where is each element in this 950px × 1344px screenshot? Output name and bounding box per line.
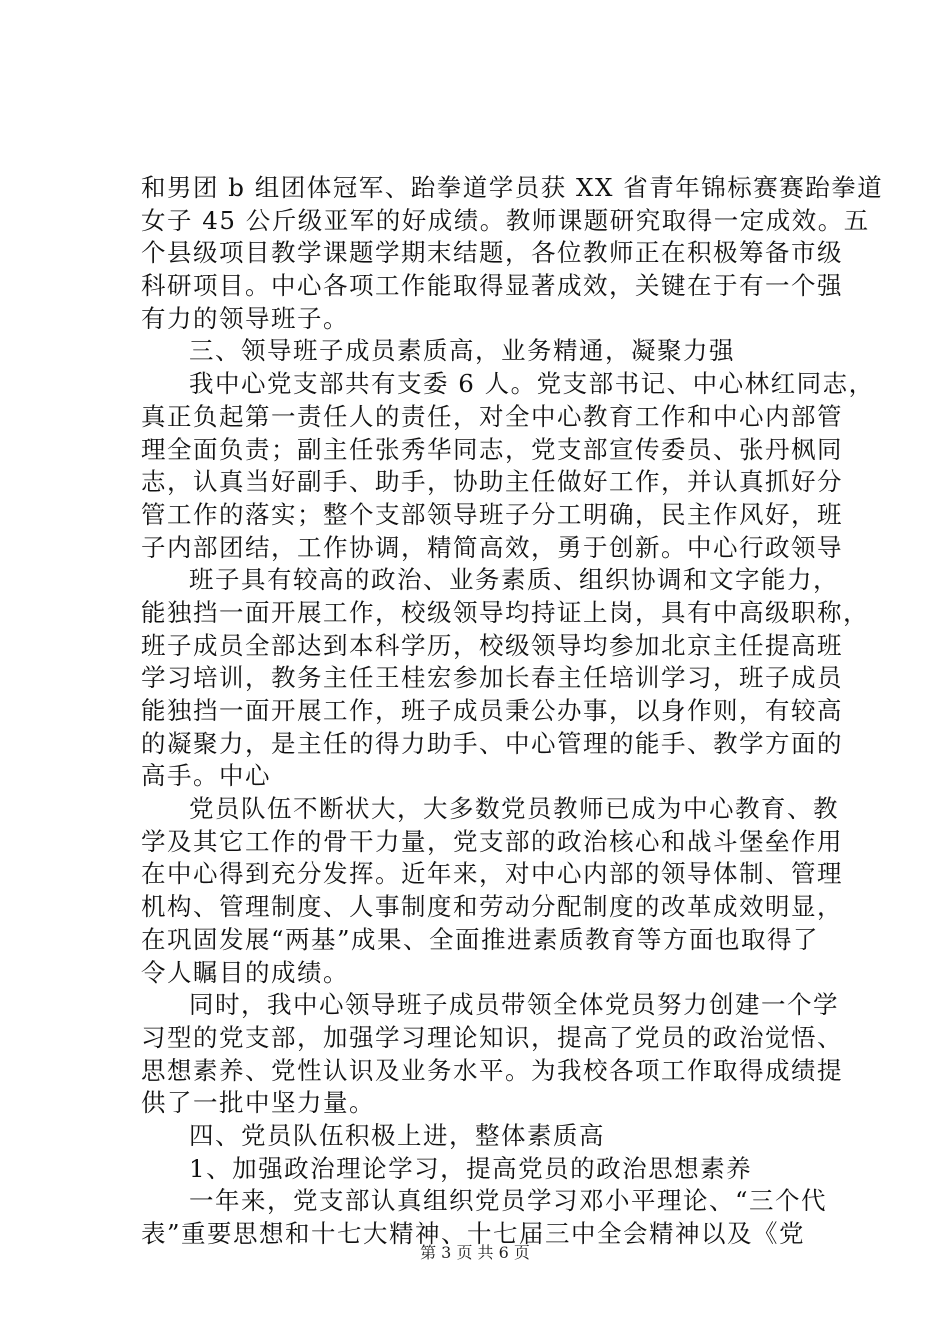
text-line: 习型的党支部，加强学习理论知识，提高了党员的政治觉悟、 xyxy=(141,1022,843,1052)
text-line: 的凝聚力，是主任的得力助手、中心管理的能手、教学方面的 xyxy=(141,728,843,758)
document-body xyxy=(141,172,884,1251)
text-line: 党员队伍不断状大，大多数党员教师已成为中心教育、教 xyxy=(189,794,839,824)
text-line: 志，认真当好副手、助手，协助主任做好工作，并认真抓好分 xyxy=(141,467,843,497)
text-line: 学及其它工作的骨干力量，党支部的政治核心和战斗堡垒作用 xyxy=(141,826,843,856)
text-line: 能独挡一面开展工作，班子成员秉公办事，以身作则，有较高 xyxy=(141,696,843,725)
text-line: 有力的领导班子。 xyxy=(141,303,349,333)
text-line: 科研项目。中心各项工作能取得显著成效，关键在于有一个强 xyxy=(141,271,843,301)
text-line: 在巩固发展“两基”成果、全面推进素质教育等方面也取得了 xyxy=(141,924,820,954)
page-footer: 第 3 页 共 6 页 xyxy=(420,1243,530,1262)
text-line: 机构、管理制度、人事制度和劳动分配制度的改革成效明显， xyxy=(141,892,843,922)
text-line: 子内部团结，工作协调，精简高效，勇于创新。中心行政领导 xyxy=(141,532,843,562)
text-line: 思想素养、党性认识及业务水平。为我校各项工作取得成绩提 xyxy=(141,1055,843,1085)
text-line: 我中心党支部共有支委 6 人。党支部书记、中心林红同志， xyxy=(189,369,875,399)
text-line: 和男团 b 组团体冠军、跆拳道学员获 XX 省青年锦标赛赛跆拳道 xyxy=(141,173,884,202)
text-line: 表”重要思想和十七大精神、十七届三中全会精神以及《党 xyxy=(141,1219,806,1248)
text-line: 令人瞩目的成绩。 xyxy=(141,957,349,987)
text-line: 真正负起第一责任人的责任，对全中心教育工作和中心内部管 xyxy=(141,401,843,431)
text-line: 在中心得到充分发挥。近年来，对中心内部的领导体制、管理 xyxy=(141,859,843,889)
text-line: 1、加强政治理论学习，提高党员的政治思想素养 xyxy=(189,1153,753,1183)
text-line: 四、党员队伍积极上进，整体素质高 xyxy=(189,1120,605,1150)
text-line: 管工作的落实；整个支部领导班子分工明确，民主作风好，班 xyxy=(141,499,843,529)
text-line: 高手。中心 xyxy=(141,761,271,791)
text-line: 一年来，党支部认真组织党员学习邓小平理论、“三个代 xyxy=(189,1186,828,1216)
text-line: 三、领导班子成员素质高，业务精通，凝聚力强 xyxy=(189,336,735,366)
text-line: 班子具有较高的政治、业务素质、组织协调和文字能力， xyxy=(189,565,839,595)
text-line: 供了一批中坚力量。 xyxy=(141,1088,375,1118)
text-line: 学习培训，教务主任王桂宏参加长春主任培训学习，班子成员 xyxy=(141,663,843,693)
text-line: 能独挡一面开展工作，校级领导均持证上岗，具有中高级职称， xyxy=(141,597,869,627)
text-line: 同时，我中心领导班子成员带领全体党员努力创建一个学 xyxy=(189,990,839,1020)
text-line: 个县级项目教学课题学期末结题，各位教师正在积极筹备市级 xyxy=(141,238,843,268)
text-line: 理全面负责；副主任张秀华同志，党支部宣传委员、张丹枫同 xyxy=(141,434,843,464)
text-line: 班子成员全部达到本科学历，校级领导均参加北京主任提高班 xyxy=(141,630,843,660)
text-line: 女子 45 公斤级亚军的好成绩。教师课题研究取得一定成效。五 xyxy=(141,205,870,235)
